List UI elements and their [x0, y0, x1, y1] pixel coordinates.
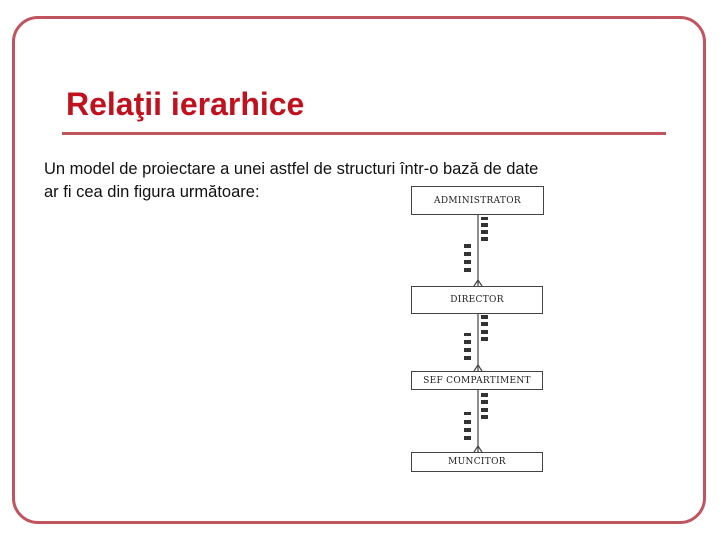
entity-director: DIRECTOR — [411, 286, 543, 314]
entity-administrator: ADMINISTRATOR — [411, 186, 544, 215]
entity-muncitor: MUNCITOR — [411, 452, 543, 472]
slide-title: Relaţii ierarhice — [66, 86, 305, 122]
body-line-2: ar fi cea din figura următoare: — [44, 183, 260, 201]
entity-sef-compartiment: SEF COMPARTIMENT — [411, 371, 543, 390]
body-line-1: Un model de proiectare a unei astfel de structuri într-o bază de date — [44, 160, 539, 178]
